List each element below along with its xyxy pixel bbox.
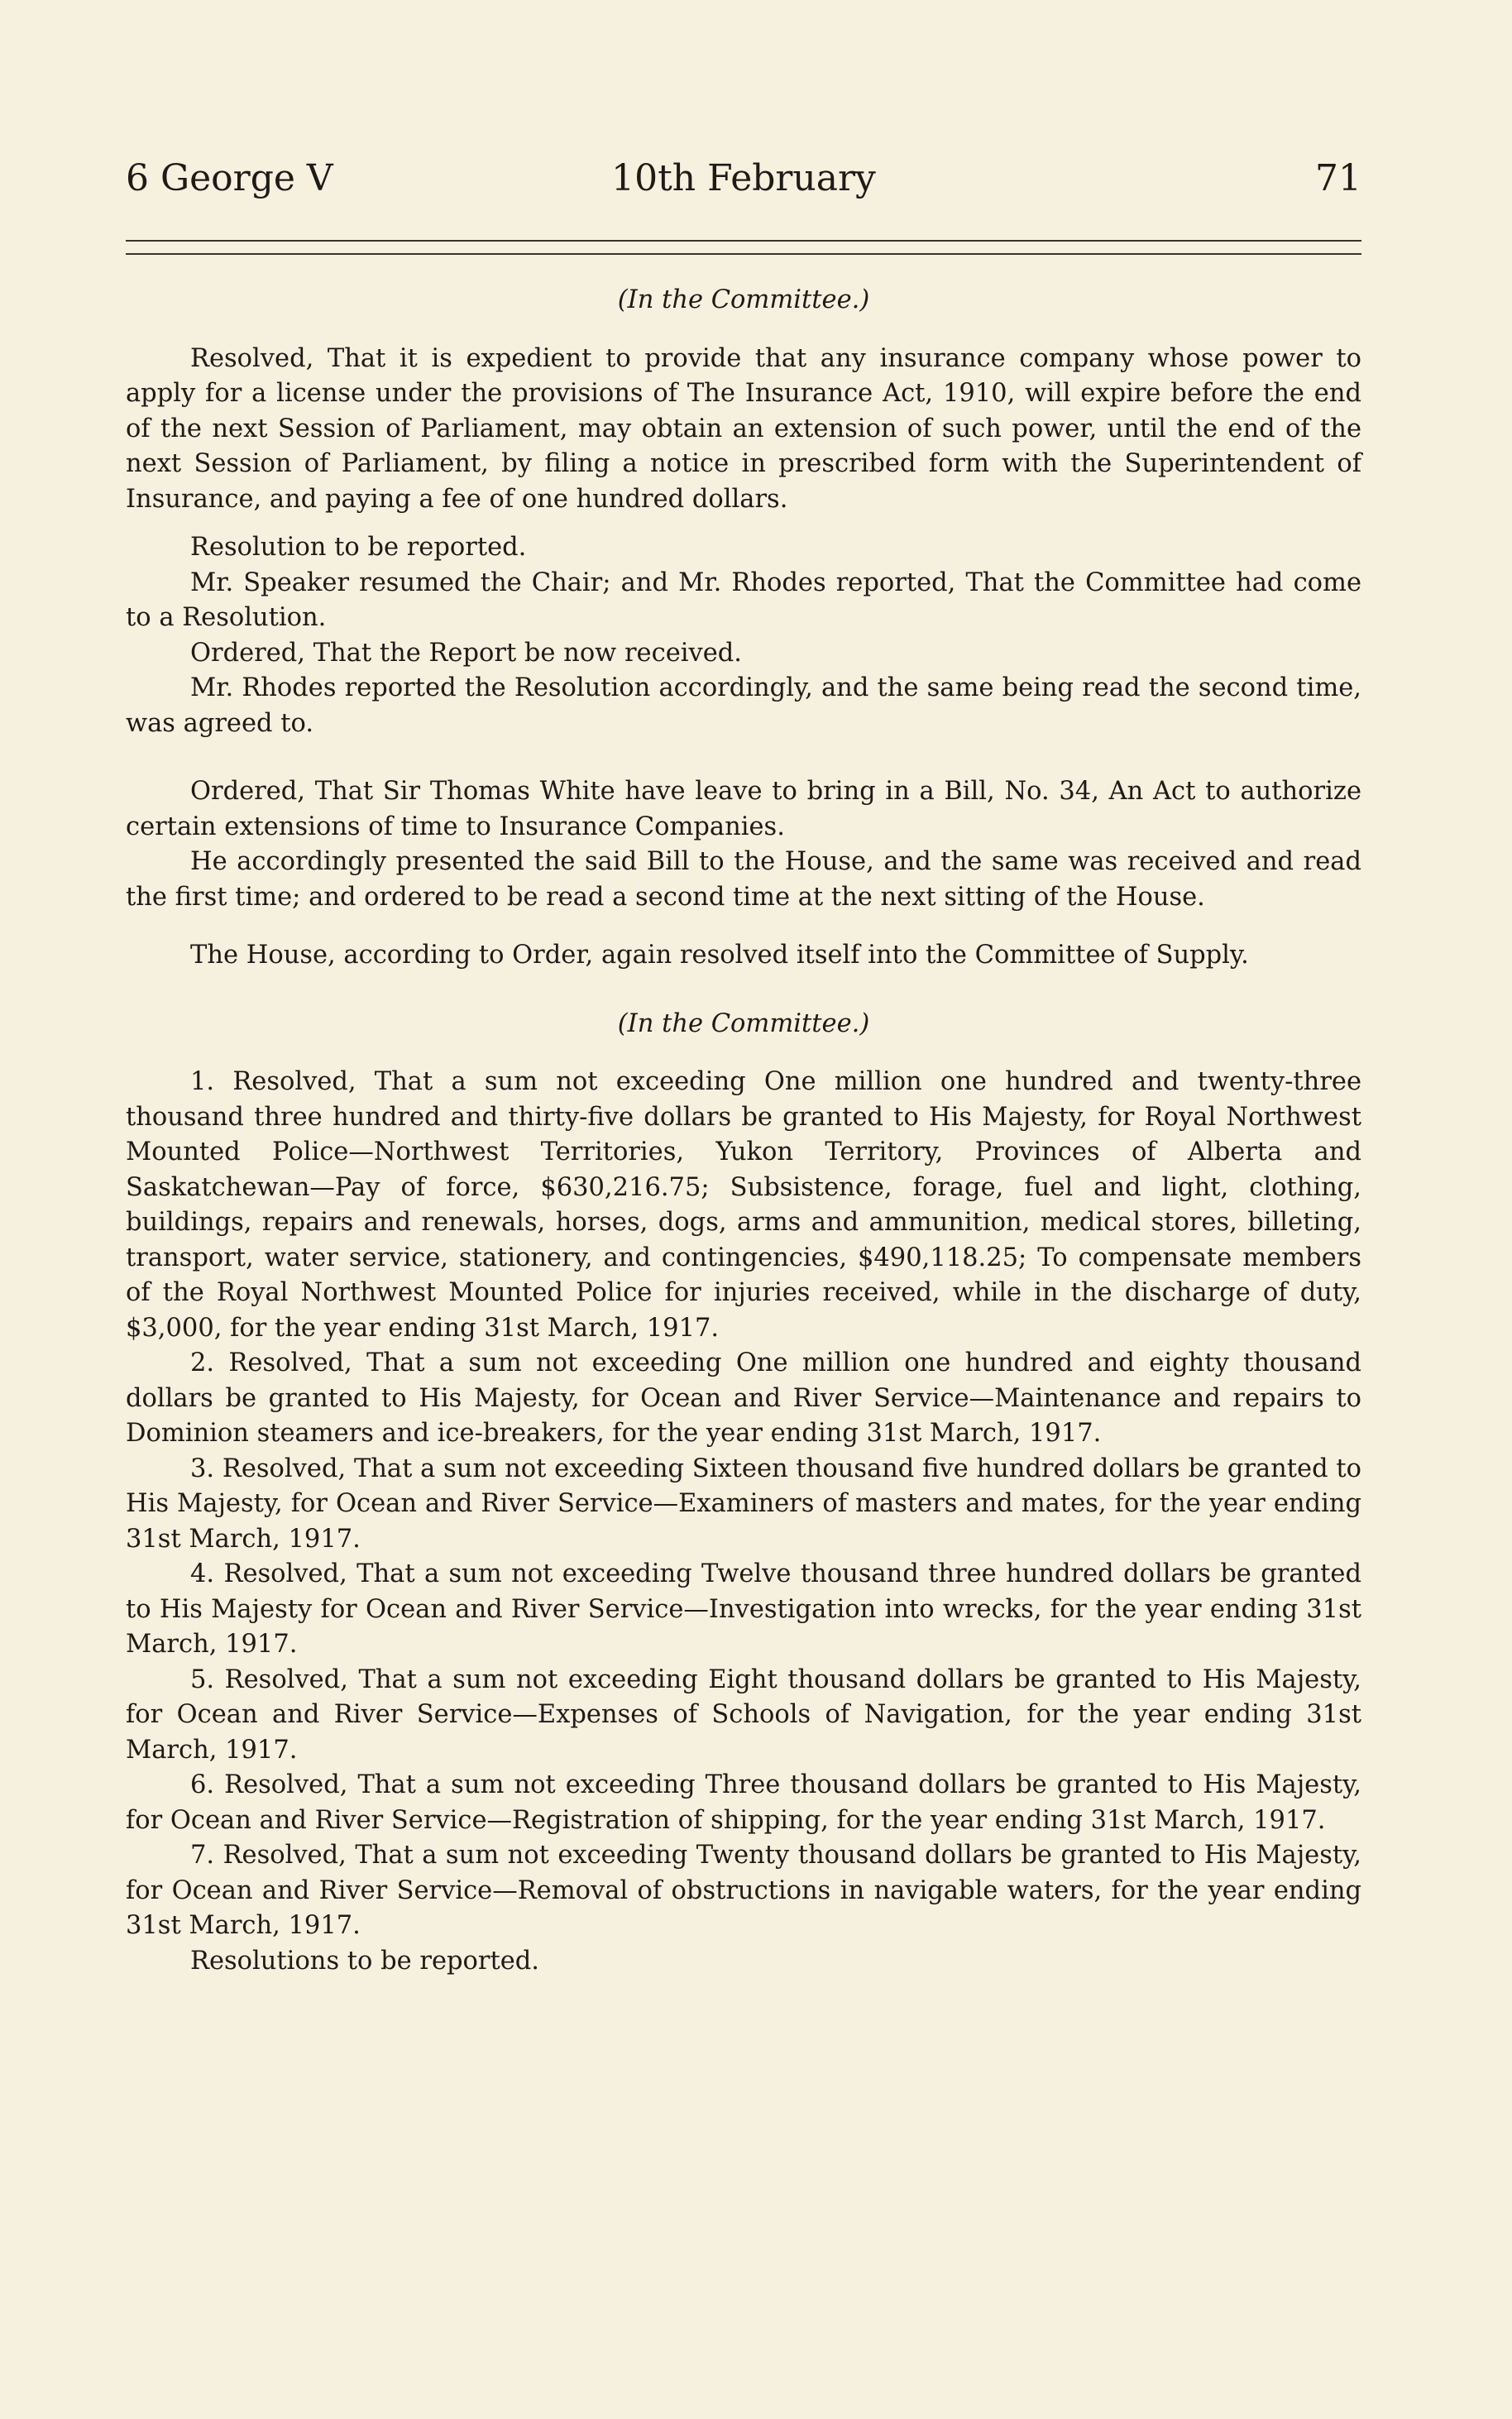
insurance-resolution: Resolved, That it is expedient to provide that any insurance company whose power to apply for a license under the provisions of The Insurance Act, 1910, will expire before the end of the next Session of Parliament, may obtain an extension of such power, until the end of the next Session of Parliament, by filing a notice in prescribed form with the Superintendent of Insurance, and paying a fee of one hundred dollars.	[126, 343, 1361, 514]
journal-body	[126, 283, 1361, 1979]
bill-first-reading: He accordingly presented the said Bill to the House, and the same was received and read the first time; and ordered to be read a second time at the next sitting of the House.	[126, 847, 1361, 912]
supply-resolution-6: 6. Resolved, That a sum not exceeding Three thousand dollars be granted to His Majesty, for Ocean and River Service—Registration of shipping, for the year ending 31st March, 1917.	[126, 1770, 1361, 1835]
page-date: 10th February	[611, 157, 876, 199]
supply-resolution-7: 7. Resolved, That a sum not exceeding Twenty thousand dollars be granted to His Majesty, for Ocean and River Service—Removal of obstructions in navigable waters, for the year ending 31st March, 1917.	[126, 1841, 1361, 1940]
bill-leave-order: Ordered, That Sir Thomas White have leave to bring in a Bill, No. 34, An Act to authorize certain extensions of time to Insurance Companies.	[126, 777, 1361, 841]
supply-committee-heading: (In the Committee.)	[617, 1008, 870, 1038]
committee-of-supply-order: The House, according to Order, again resolved itself into the Committee of Supply.	[190, 941, 1249, 970]
speaker-resumed-chair: Mr. Speaker resumed the Chair; and Mr. Rhodes reported, That the Committee had come to a Resolution.	[126, 568, 1361, 632]
report-received-order: Ordered, That the Report be now received.	[190, 638, 742, 668]
committee-heading: (In the Committee.)	[617, 285, 870, 314]
supply-resolution-2: 2. Resolved, That a sum not exceeding One million one hundred and eighty thousand dollars be granted to His Majesty, for Ocean and River Service—Maintenance and repairs to Dominion steamers and ice-breakers, for the year ending 31st March, 1917.	[126, 1348, 1361, 1448]
page-header	[126, 157, 1361, 207]
resolutions-to-be-reported: Resolutions to be reported.	[190, 1946, 539, 1976]
supply-resolution-1: 1. Resolved, That a sum not exceeding One million one hundred and twenty-three thousand three hundred and thirty-five dollars be granted to His Majesty, for Royal Northwest Mounted Police—Northwest Territories, Yukon Territory, Provinces of Alberta and Saskatchewan—Pay of force, $630,216.75; Subsistence, forage, fuel and light, clothing, buildings, repairs and renewals, horses, dogs, arms and ammunition, medical stores, billeting, transport, water service, stationery, and contingencies, $490,118.25; To compensate members of the Royal Northwest Mounted Police for injuries received, while in the discharge of duty, $3,000, for the year ending 31st March, 1917.	[126, 1067, 1361, 1343]
supply-resolution-3: 3. Resolved, That a sum not exceeding Sixteen thousand five hundred dollars be granted to His Majesty, for Ocean and River Service—Examiners of masters and mates, for the year ending 31st March, 1917.	[126, 1454, 1361, 1554]
header-double-rule	[126, 240, 1361, 255]
resolution-to-be-reported: Resolution to be reported.	[190, 533, 527, 562]
page-number: 71	[1315, 157, 1361, 199]
supply-resolution-5: 5. Resolved, That a sum not exceeding Eight thousand dollars be granted to His Majesty, for Ocean and River Service—Expenses of Schools of Navigation, for the year ending 31st March, 1917.	[126, 1665, 1361, 1765]
regnal-year: 6 George V	[126, 157, 333, 199]
resolution-agreed: Mr. Rhodes reported the Resolution accordingly, and the same being read the second time, was agreed to.	[126, 673, 1361, 738]
supply-resolution-4: 4. Resolved, That a sum not exceeding Twelve thousand three hundred dollars be granted to His Majesty for Ocean and River Service—Investigation into wrecks, for the year ending 31st March, 1917.	[126, 1559, 1361, 1659]
